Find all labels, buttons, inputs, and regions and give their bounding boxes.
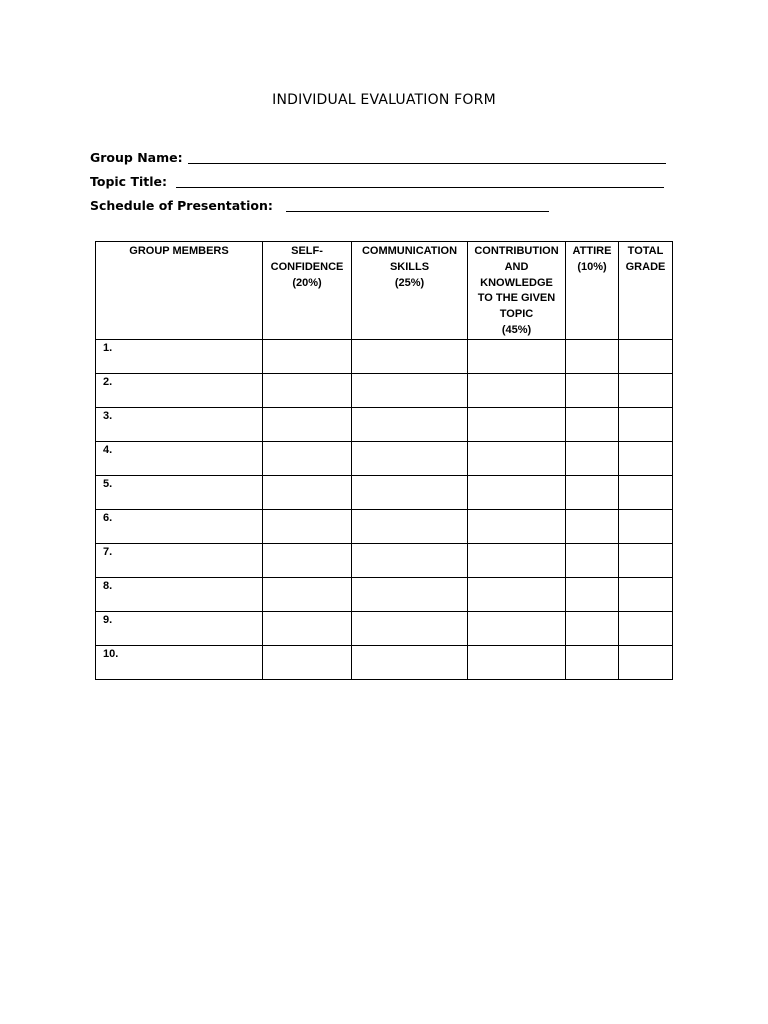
- group-name-blank-line[interactable]: [188, 163, 666, 164]
- attire-cell[interactable]: [566, 373, 619, 407]
- header-total-grade: TOTAL GRADE: [619, 242, 673, 340]
- schedule-blank-line[interactable]: [286, 211, 549, 212]
- self-confidence-cell[interactable]: [263, 611, 352, 645]
- table-row: [96, 645, 673, 679]
- contribution-cell[interactable]: [468, 441, 566, 475]
- header-group-members: GROUP MEMBERS: [96, 242, 263, 340]
- total-grade-cell[interactable]: [619, 543, 673, 577]
- total-grade-cell[interactable]: [619, 373, 673, 407]
- schedule-label: Schedule of Presentation:: [90, 198, 273, 213]
- attire-cell[interactable]: [566, 441, 619, 475]
- self-confidence-cell[interactable]: [263, 373, 352, 407]
- member-number-cell[interactable]: 3.: [96, 407, 263, 441]
- self-confidence-cell[interactable]: [263, 577, 352, 611]
- attire-cell[interactable]: [566, 577, 619, 611]
- communication-cell[interactable]: [352, 509, 468, 543]
- header-attire: ATTIRE (10%): [566, 242, 619, 340]
- attire-cell[interactable]: [566, 611, 619, 645]
- self-confidence-cell[interactable]: [263, 407, 352, 441]
- table-row: [96, 373, 673, 407]
- topic-title-label: Topic Title:: [90, 174, 167, 189]
- attire-cell[interactable]: [566, 645, 619, 679]
- communication-cell[interactable]: [352, 407, 468, 441]
- table-row: [96, 339, 673, 373]
- member-number-cell[interactable]: 4.: [96, 441, 263, 475]
- self-confidence-cell[interactable]: [263, 543, 352, 577]
- evaluation-table: [95, 241, 673, 680]
- group-name-field: [90, 150, 183, 165]
- table-body: [96, 339, 673, 679]
- table-row: [96, 475, 673, 509]
- total-grade-cell[interactable]: [619, 509, 673, 543]
- communication-cell[interactable]: [352, 441, 468, 475]
- contribution-cell[interactable]: [468, 509, 566, 543]
- contribution-cell[interactable]: [468, 645, 566, 679]
- member-number-cell[interactable]: 7.: [96, 543, 263, 577]
- communication-cell[interactable]: [352, 577, 468, 611]
- member-number-cell[interactable]: 2.: [96, 373, 263, 407]
- attire-cell[interactable]: [566, 339, 619, 373]
- member-number-cell[interactable]: 1.: [96, 339, 263, 373]
- member-number-cell[interactable]: 5.: [96, 475, 263, 509]
- communication-cell[interactable]: [352, 475, 468, 509]
- self-confidence-cell[interactable]: [263, 645, 352, 679]
- topic-title-blank-line[interactable]: [176, 187, 664, 188]
- contribution-cell[interactable]: [468, 339, 566, 373]
- contribution-cell[interactable]: [468, 543, 566, 577]
- attire-cell[interactable]: [566, 509, 619, 543]
- contribution-cell[interactable]: [468, 373, 566, 407]
- communication-cell[interactable]: [352, 611, 468, 645]
- attire-cell[interactable]: [566, 475, 619, 509]
- total-grade-cell[interactable]: [619, 441, 673, 475]
- total-grade-cell[interactable]: [619, 611, 673, 645]
- self-confidence-cell[interactable]: [263, 509, 352, 543]
- header-self-confidence: SELF- CONFIDENCE (20%): [263, 242, 352, 340]
- contribution-cell[interactable]: [468, 475, 566, 509]
- table-row: [96, 407, 673, 441]
- communication-cell[interactable]: [352, 339, 468, 373]
- schedule-field: [90, 198, 273, 213]
- contribution-cell[interactable]: [468, 407, 566, 441]
- header-communication-skills: COMMUNICATION SKILLS (25%): [352, 242, 468, 340]
- self-confidence-cell[interactable]: [263, 441, 352, 475]
- group-name-label: Group Name:: [90, 150, 183, 165]
- total-grade-cell[interactable]: [619, 475, 673, 509]
- table-row: [96, 509, 673, 543]
- table-row: [96, 543, 673, 577]
- table-row: [96, 611, 673, 645]
- total-grade-cell[interactable]: [619, 339, 673, 373]
- total-grade-cell[interactable]: [619, 577, 673, 611]
- attire-cell[interactable]: [566, 543, 619, 577]
- total-grade-cell[interactable]: [619, 645, 673, 679]
- header-contribution-knowledge: CONTRIBUTION AND KNOWLEDGE TO THE GIVEN TOPIC (45%): [468, 242, 566, 340]
- self-confidence-cell[interactable]: [263, 339, 352, 373]
- total-grade-cell[interactable]: [619, 407, 673, 441]
- attire-cell[interactable]: [566, 407, 619, 441]
- table-row: [96, 441, 673, 475]
- communication-cell[interactable]: [352, 373, 468, 407]
- table-header-row: [96, 242, 673, 340]
- member-number-cell[interactable]: 10.: [96, 645, 263, 679]
- communication-cell[interactable]: [352, 543, 468, 577]
- member-number-cell[interactable]: 9.: [96, 611, 263, 645]
- self-confidence-cell[interactable]: [263, 475, 352, 509]
- communication-cell[interactable]: [352, 645, 468, 679]
- contribution-cell[interactable]: [468, 577, 566, 611]
- form-title: INDIVIDUAL EVALUATION FORM: [272, 92, 496, 108]
- member-number-cell[interactable]: 8.: [96, 577, 263, 611]
- table-row: [96, 577, 673, 611]
- topic-title-field: [90, 174, 167, 189]
- member-number-cell[interactable]: 6.: [96, 509, 263, 543]
- contribution-cell[interactable]: [468, 611, 566, 645]
